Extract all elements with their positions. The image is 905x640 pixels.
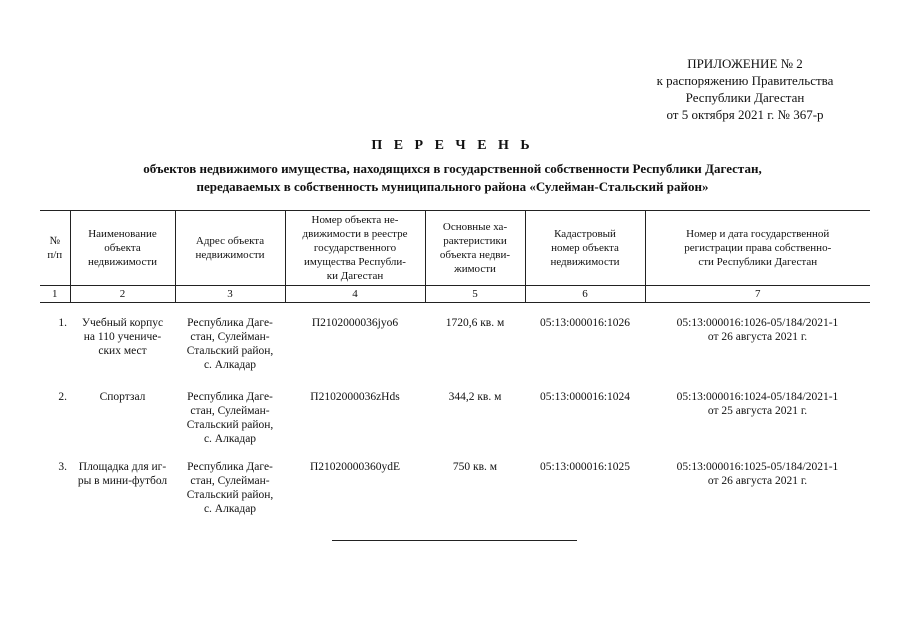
registry-number: П2102000036jyo6 <box>311 317 399 329</box>
cadastral-number: 05:13:000016:1026 <box>539 317 631 329</box>
document-title: П Е Р Е Ч Е Н Ь <box>371 138 534 153</box>
appendix-title: ПРИЛОЖЕНИЕ № 2 <box>687 56 803 71</box>
cadastral-number: 05:13:000016:1024 <box>539 391 631 403</box>
object-address: Республика Даге- стан, Сулейман- Стальский район, с. Алкадар <box>186 461 274 515</box>
column-number: 4 <box>285 286 425 303</box>
object-characteristics: 344,2 кв. м <box>448 391 502 403</box>
header-registration: Номер и дата государственной регистрации права собственно- сти Республики Дагестан <box>645 211 870 286</box>
header-cadastral: Кадастровый номер объекта недвижимости <box>525 211 645 286</box>
appendix-line: Республики Дагестан <box>685 90 805 105</box>
object-name: Площадка для иг- ры в мини-футбол <box>77 461 168 487</box>
table-header-row <box>40 211 870 286</box>
column-number-row <box>40 286 870 303</box>
row-number: 1. <box>58 317 67 329</box>
object-characteristics: 1720,6 кв. м <box>445 317 505 329</box>
header-name: Наименование объекта недвижимости <box>70 211 175 286</box>
registration-record: 05:13:000016:1024-05/184/2021-1 от 25 августа 2021 г. <box>676 391 839 417</box>
property-table <box>40 210 870 526</box>
row-number: 2. <box>58 391 67 403</box>
header-number: № п/п <box>40 211 70 286</box>
table-row <box>40 386 870 456</box>
column-number: 7 <box>645 286 870 303</box>
subtitle-line: объектов недвижимого имущества, находящихся в государственной собственности Республики Дагестан, <box>143 161 762 176</box>
table-row <box>40 303 870 387</box>
column-number: 6 <box>525 286 645 303</box>
column-number: 1 <box>40 286 70 303</box>
object-address: Республика Даге- стан, Сулейман- Стальский район, с. Алкадар <box>186 317 274 371</box>
registry-number: П2102000036zHds <box>310 391 400 403</box>
object-name: Учебный корпус на 110 учениче- ских мест <box>81 317 164 357</box>
column-number: 3 <box>175 286 285 303</box>
appendix-date: от 5 октября 2021 г. № 367-р <box>666 107 824 122</box>
row-number: 3. <box>58 461 67 473</box>
table-row <box>40 456 870 526</box>
appendix-line: к распоряжению Правительства <box>656 73 834 88</box>
registration-record: 05:13:000016:1025-05/184/2021-1 от 26 августа 2021 г. <box>676 461 839 487</box>
registration-record: 05:13:000016:1026-05/184/2021-1 от 26 августа 2021 г. <box>676 317 839 343</box>
cadastral-number: 05:13:000016:1025 <box>539 461 631 473</box>
appendix-block <box>600 55 890 123</box>
object-address: Республика Даге- стан, Сулейман- Стальский район, с. Алкадар <box>186 391 274 445</box>
registry-number: П21020000360ydE <box>309 461 401 473</box>
header-characteristics: Основные ха- рактеристики объекта недви- жимости <box>425 211 525 286</box>
subtitle-line: передаваемых в собственность муниципального района «Сулейман-Стальский район» <box>196 179 709 194</box>
header-registry: Номер объекта не- движимости в реестре государственного имущества Республи- ки Дагестан <box>285 211 425 286</box>
object-characteristics: 750 кв. м <box>452 461 498 473</box>
header-address: Адрес объекта недвижимости <box>175 211 285 286</box>
column-number: 5 <box>425 286 525 303</box>
end-divider <box>332 540 577 541</box>
column-number: 2 <box>70 286 175 303</box>
object-name: Спортзал <box>99 391 146 403</box>
document-subtitle <box>0 160 905 196</box>
